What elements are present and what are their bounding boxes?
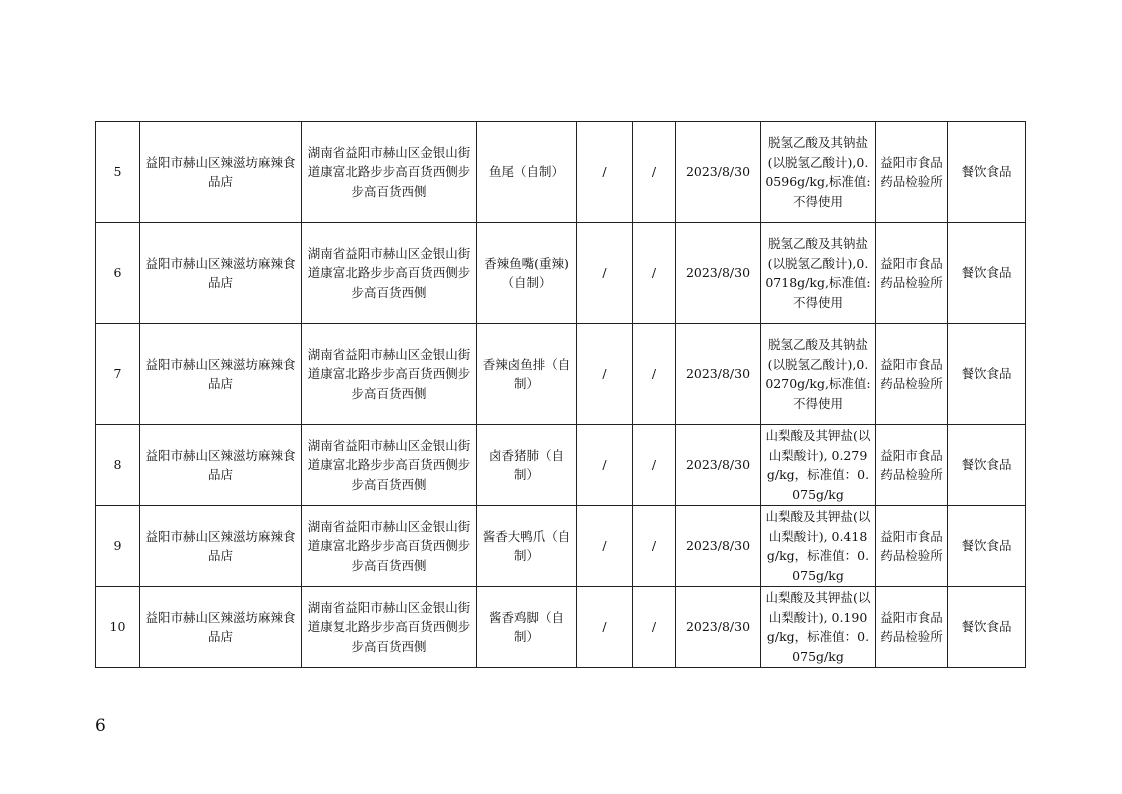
row-number-cell: 5 [96, 122, 140, 223]
row-number-cell: 8 [96, 425, 140, 506]
company-name-cell: 益阳市赫山区辣滋坊麻辣食品店 [140, 122, 302, 223]
food-category-cell: 餐饮食品 [948, 506, 1026, 587]
nonconforming-item-cell: 脱氢乙酸及其钠盐(以脱氢乙酸计),0.0270g/kg,标准值:不得使用 [761, 324, 876, 425]
company-name-cell: 益阳市赫山区辣滋坊麻辣食品店 [140, 506, 302, 587]
company-name-cell: 益阳市赫山区辣滋坊麻辣食品店 [140, 587, 302, 668]
product-name-cell: 香辣卤鱼排（自制） [477, 324, 577, 425]
food-category-cell: 餐饮食品 [948, 425, 1026, 506]
food-category-cell: 餐饮食品 [948, 223, 1026, 324]
table-row [96, 587, 1026, 668]
testing-agency-cell: 益阳市食品药品检验所 [876, 223, 948, 324]
company-name-cell: 益阳市赫山区辣滋坊麻辣食品店 [140, 324, 302, 425]
table-row [96, 324, 1026, 425]
address-cell: 湖南省益阳市赫山区金银山街道康富北路步步高百货西侧步步高百货西侧 [302, 506, 477, 587]
nonconforming-item-cell: 脱氢乙酸及其钠盐(以脱氢乙酸计),0.0718g/kg,标准值:不得使用 [761, 223, 876, 324]
testing-agency-cell: 益阳市食品药品检验所 [876, 324, 948, 425]
product-name-cell: 酱香鸡脚（自制） [477, 587, 577, 668]
row-number-cell: 10 [96, 587, 140, 668]
specification-cell: / [577, 122, 633, 223]
results-table [95, 121, 1026, 668]
testing-agency-cell: 益阳市食品药品检验所 [876, 122, 948, 223]
food-category-cell: 餐饮食品 [948, 122, 1026, 223]
table-row [96, 425, 1026, 506]
table-row [96, 223, 1026, 324]
brand-cell: / [633, 506, 676, 587]
production-date-cell: 2023/8/30 [676, 587, 761, 668]
table-row [96, 506, 1026, 587]
specification-cell: / [577, 324, 633, 425]
nonconforming-item-cell: 山梨酸及其钾盐(以山梨酸计), 0.279g/kg，标准值：0.075g/kg [761, 425, 876, 506]
specification-cell: / [577, 223, 633, 324]
company-name-cell: 益阳市赫山区辣滋坊麻辣食品店 [140, 425, 302, 506]
row-number-cell: 9 [96, 506, 140, 587]
testing-agency-cell: 益阳市食品药品检验所 [876, 587, 948, 668]
company-name-cell: 益阳市赫山区辣滋坊麻辣食品店 [140, 223, 302, 324]
table-row [96, 122, 1026, 223]
production-date-cell: 2023/8/30 [676, 122, 761, 223]
product-name-cell: 香辣鱼嘴(重辣)（自制） [477, 223, 577, 324]
brand-cell: / [633, 324, 676, 425]
food-category-cell: 餐饮食品 [948, 587, 1026, 668]
testing-agency-cell: 益阳市食品药品检验所 [876, 425, 948, 506]
product-name-cell: 鱼尾（自制） [477, 122, 577, 223]
address-cell: 湖南省益阳市赫山区金银山街道康富北路步步高百货西侧步步高百货西侧 [302, 223, 477, 324]
brand-cell: / [633, 425, 676, 506]
production-date-cell: 2023/8/30 [676, 324, 761, 425]
row-number-cell: 7 [96, 324, 140, 425]
testing-agency-cell: 益阳市食品药品检验所 [876, 506, 948, 587]
specification-cell: / [577, 506, 633, 587]
page-number: 6 [95, 716, 106, 736]
address-cell: 湖南省益阳市赫山区金银山街道康富北路步步高百货西侧步步高百货西侧 [302, 425, 477, 506]
production-date-cell: 2023/8/30 [676, 425, 761, 506]
row-number-cell: 6 [96, 223, 140, 324]
food-category-cell: 餐饮食品 [948, 324, 1026, 425]
production-date-cell: 2023/8/30 [676, 223, 761, 324]
address-cell: 湖南省益阳市赫山区金银山街道康富北路步步高百货西侧步步高百货西侧 [302, 122, 477, 223]
table-body [96, 122, 1026, 668]
specification-cell: / [577, 425, 633, 506]
product-name-cell: 卤香猪肺（自制） [477, 425, 577, 506]
product-name-cell: 酱香大鸭爪（自制） [477, 506, 577, 587]
production-date-cell: 2023/8/30 [676, 506, 761, 587]
nonconforming-item-cell: 山梨酸及其钾盐(以山梨酸计), 0.190g/kg，标准值：0.075g/kg [761, 587, 876, 668]
brand-cell: / [633, 122, 676, 223]
address-cell: 湖南省益阳市赫山区金银山街道康复北路步步高百货西侧步步高百货西侧 [302, 587, 477, 668]
brand-cell: / [633, 223, 676, 324]
nonconforming-item-cell: 脱氢乙酸及其钠盐(以脱氢乙酸计),0.0596g/kg,标准值:不得使用 [761, 122, 876, 223]
specification-cell: / [577, 587, 633, 668]
address-cell: 湖南省益阳市赫山区金银山街道康富北路步步高百货西侧步步高百货西侧 [302, 324, 477, 425]
brand-cell: / [633, 587, 676, 668]
nonconforming-item-cell: 山梨酸及其钾盐(以山梨酸计), 0.418g/kg，标准值：0.075g/kg [761, 506, 876, 587]
